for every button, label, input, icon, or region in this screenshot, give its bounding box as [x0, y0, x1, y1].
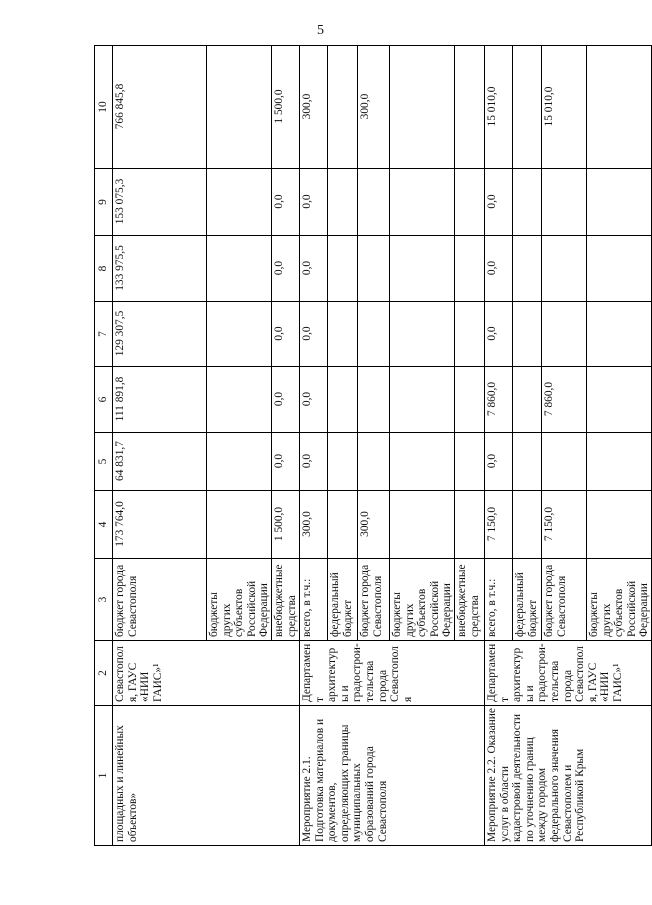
funding-source-cell: бюджеты других субъектов Российской Федерации — [586, 559, 651, 641]
value-cell: 0,0 — [484, 236, 512, 302]
value-cell — [389, 367, 454, 433]
value-cell — [389, 236, 454, 302]
value-cell: 300,0 — [357, 46, 389, 169]
value-cell: 0,0 — [484, 302, 512, 367]
value-cell — [327, 367, 357, 433]
value-cell: 1 500,0 — [271, 491, 299, 559]
value-cell — [327, 433, 357, 491]
value-cell: 133 975,5 — [113, 236, 207, 302]
funding-source-cell: бюджеты других субъектов Российской Федерации — [207, 559, 272, 641]
page-number: 5 — [317, 23, 324, 38]
value-cell — [357, 433, 389, 491]
funding-source-cell: внебюджетные средства — [454, 559, 484, 641]
value-cell — [207, 367, 272, 433]
value-cell: 111 891,8 — [113, 367, 207, 433]
value-cell — [357, 302, 389, 367]
value-cell — [327, 302, 357, 367]
value-cell: 153 075,3 — [113, 169, 207, 236]
measure-name-cell: Мероприятие 2.2. Оказание услуг в области кадастровой деятельности по уточнению границ между городом федерального значения Севастополем и Республикой Крым — [484, 706, 651, 846]
value-cell: 15 010,0 — [484, 46, 512, 169]
value-cell: 0,0 — [299, 367, 327, 433]
value-cell: 0,0 — [484, 433, 512, 491]
value-cell — [512, 491, 541, 559]
column-number: 3 — [95, 559, 113, 641]
funding-source-cell: всего, в т.ч.: — [484, 559, 512, 641]
value-cell — [454, 236, 484, 302]
value-cell — [327, 236, 357, 302]
value-cell — [454, 491, 484, 559]
funding-source-cell: бюджет города Севастополя — [357, 559, 389, 641]
value-cell — [454, 433, 484, 491]
table-row — [299, 46, 327, 846]
column-number: 8 — [95, 236, 113, 302]
value-cell: 1 500,0 — [271, 46, 299, 169]
value-cell — [586, 367, 651, 433]
value-cell — [586, 302, 651, 367]
value-cell — [357, 367, 389, 433]
value-cell — [541, 302, 586, 367]
value-cell: 7 860,0 — [484, 367, 512, 433]
value-cell: 0,0 — [271, 236, 299, 302]
value-cell — [586, 433, 651, 491]
value-cell: 129 307,5 — [113, 302, 207, 367]
value-cell — [512, 367, 541, 433]
value-cell — [454, 46, 484, 169]
column-number: 6 — [95, 367, 113, 433]
value-cell — [389, 302, 454, 367]
table-row — [113, 46, 207, 846]
value-cell — [541, 169, 586, 236]
funding-source-cell: бюджет города Севастополя — [113, 559, 207, 641]
value-cell: 173 764,0 — [113, 491, 207, 559]
column-number: 2 — [95, 641, 113, 706]
value-cell: 766 845,8 — [113, 46, 207, 169]
value-cell — [512, 236, 541, 302]
value-cell — [454, 302, 484, 367]
column-number: 7 — [95, 302, 113, 367]
value-cell: 7 150,0 — [484, 491, 512, 559]
value-cell — [512, 46, 541, 169]
value-cell — [357, 236, 389, 302]
value-cell: 300,0 — [357, 491, 389, 559]
column-number: 9 — [95, 169, 113, 236]
value-cell: 7 150,0 — [541, 491, 586, 559]
value-cell — [454, 367, 484, 433]
value-cell — [327, 46, 357, 169]
value-cell — [389, 169, 454, 236]
executor-cell: Департамент архитектуры и градострои-тельства города Севастополя, ГАУС «НИИ ГАИС»¹ — [484, 641, 651, 706]
value-cell — [327, 169, 357, 236]
funding-source-cell: федеральный бюджет — [512, 559, 541, 641]
value-cell — [389, 46, 454, 169]
value-cell: 0,0 — [271, 433, 299, 491]
value-cell — [541, 236, 586, 302]
table-row — [484, 46, 512, 846]
value-cell: 0,0 — [299, 236, 327, 302]
value-cell: 0,0 — [299, 302, 327, 367]
value-cell — [586, 46, 651, 169]
value-cell: 0,0 — [271, 367, 299, 433]
value-cell: 0,0 — [299, 433, 327, 491]
budget-table-rotated — [94, 46, 651, 846]
value-cell — [586, 236, 651, 302]
value-cell — [207, 169, 272, 236]
funding-source-cell: федеральный бюджет — [327, 559, 357, 641]
executor-cell: Департамент архитектуры и градострои-тельства города Севастополя — [299, 641, 484, 706]
value-cell — [207, 491, 272, 559]
value-cell — [512, 169, 541, 236]
measure-name-cell: Мероприятие 2.1. Подготовка материалов и документов, определяющих границы муниципальных образований города Севастополя — [299, 706, 484, 846]
value-cell: 64 831,7 — [113, 433, 207, 491]
column-number: 5 — [95, 433, 113, 491]
value-cell — [454, 169, 484, 236]
value-cell: 300,0 — [299, 46, 327, 169]
funding-source-cell: всего, в т.ч.: — [299, 559, 327, 641]
value-cell — [207, 46, 272, 169]
value-cell: 300,0 — [299, 491, 327, 559]
budget-table — [94, 45, 652, 846]
value-cell: 15 010,0 — [541, 46, 586, 169]
value-cell: 0,0 — [271, 169, 299, 236]
value-cell: 0,0 — [299, 169, 327, 236]
value-cell — [586, 491, 651, 559]
column-number-row — [95, 46, 113, 846]
value-cell: 0,0 — [484, 169, 512, 236]
value-cell — [327, 491, 357, 559]
funding-source-cell: бюджет города Севастополя — [541, 559, 586, 641]
value-cell — [207, 302, 272, 367]
column-number: 10 — [95, 46, 113, 169]
column-number: 4 — [95, 491, 113, 559]
column-number: 1 — [95, 706, 113, 846]
value-cell — [541, 433, 586, 491]
value-cell — [586, 169, 651, 236]
value-cell — [389, 491, 454, 559]
funding-source-cell: внебюджетные средства — [271, 559, 299, 641]
value-cell — [357, 169, 389, 236]
funding-source-cell: бюджеты других субъектов Российской Федерации — [389, 559, 454, 641]
value-cell — [512, 302, 541, 367]
value-cell — [512, 433, 541, 491]
measure-name-cell: площадных и линейных объектов» — [113, 706, 300, 846]
value-cell — [207, 433, 272, 491]
executor-cell: Севастополя, ГАУС «НИИ ГАИС»¹ — [113, 641, 300, 706]
value-cell — [207, 236, 272, 302]
value-cell: 0,0 — [271, 302, 299, 367]
value-cell — [389, 433, 454, 491]
value-cell: 7 860,0 — [541, 367, 586, 433]
